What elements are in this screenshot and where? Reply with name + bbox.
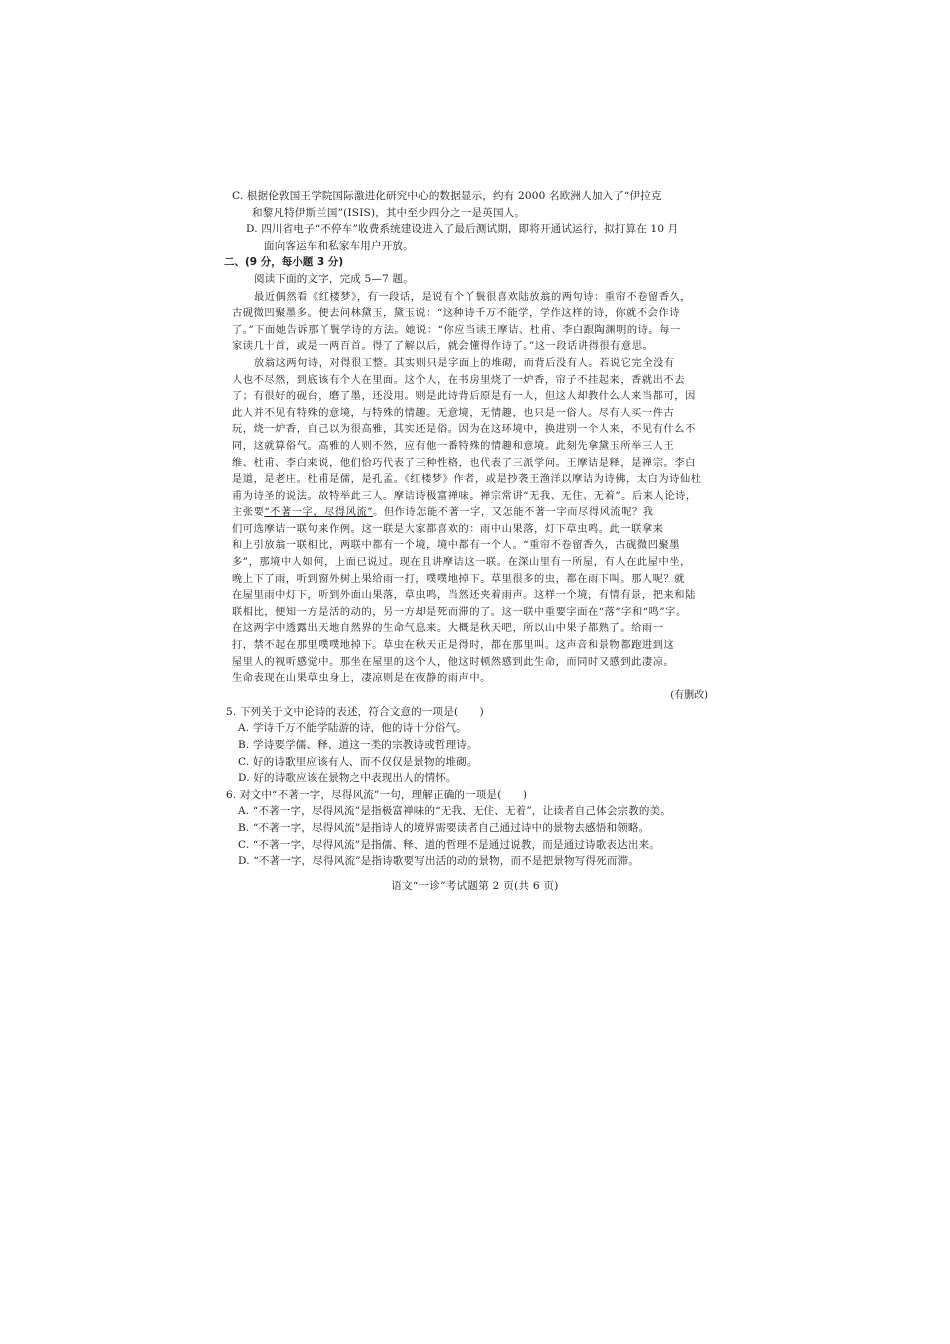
passage-line: 此人并不见有特殊的意境，与特殊的情趣。无意境，无情趣，也只是一俗人。尽有人买一件古	[232, 407, 675, 419]
passage-line: 了。”下面她告诉那丫鬟学诗的方法。她说：“你应当读王摩诘、杜甫、李白跟陶渊明的诗。每一	[232, 324, 681, 336]
passage-line: 多”，那境中人如何，上面已说过。现在且讲摩诘这一联。在深山里有一所屋，有人在此屋中坐，	[232, 557, 691, 569]
passage-line: 家读几十首，或是一两百首。得了了解以后，就会懂得作诗了。”这一段话讲得很有意思。	[232, 341, 654, 353]
choice-d: D. “不著一字，尽得风流”是指诗歌要写出活的动的景物，而不是把景物写得死而滞。	[238, 855, 639, 868]
section-heading: 二、(9 分，每小题 3 分)	[224, 256, 344, 269]
source-note: (有删改)	[670, 689, 708, 701]
previous-options	[232, 188, 710, 254]
choice-a: A. “不著一字，尽得风流”是指极富禅味的“无我、无住、无着”，让读者自己体会宗教的美。	[238, 805, 672, 818]
passage-line: 是道，是老庄。杜甫是儒，是孔孟。《红楼梦》作者，或是抄袭王渔洋以摩诘为诗佛，太白为诗仙杜	[232, 474, 702, 486]
passage-line: 最近偶然看《红楼梦》，有一段话，是说有个丫鬟很喜欢陆放翁的两句诗：重帘不卷留香久，	[254, 291, 692, 303]
choice-b: B. 学诗要学儒、释、道这一类的宗教诗或哲理诗。	[238, 739, 478, 751]
passage-line: 们可选摩诘一联句来作例。这一联是大家都喜欢的：雨中山果落，灯下草虫鸣。此一联拿来	[232, 523, 664, 535]
page-content	[224, 188, 710, 870]
option-d-line-2: 面向客运车和私家车用户开放。	[264, 239, 414, 252]
passage-line: 屋里人的视听感觉中。那坐在屋里的这个人，他这时顿然感到此生命，而同时又感到此凄凉。	[232, 656, 675, 668]
reading-passage	[232, 290, 710, 704]
passage-line: 晚上下了雨，听到窗外树上果给雨一打，噗噗地掉下。草里很多的虫，都在雨下叫。那人呢？就	[232, 573, 686, 585]
passage-line: 人也不尽然，到底该有个人在里面。这个人，在书房里烧了一炉香，帘子不挂起来，香就出不去	[232, 374, 686, 386]
passage-line: 维、杜甫、李白来说，他们恰巧代表了三种性格，也代表了三派学问。王摩诘是释，是禅宗。李白	[232, 457, 696, 469]
passage-line: 玩，烧一炉香，自己以为很高雅，其实还是俗。因为在这环境中，换进别一个人来，不见有什么不	[232, 424, 696, 436]
passage-line: 甫为诗圣的说法。故特举此三人。摩诘诗极富禅味。禅宗常讲“无我、无住、无着”。后来人论诗，	[232, 490, 697, 502]
choice-c: C. 好的诗歌里应该有人，而不仅仅是景物的堆砌。	[238, 755, 478, 768]
option-c-line-2: 和黎凡特伊斯兰国”(ISIS)，其中至少四分之一是英国人。	[252, 206, 526, 219]
passage-line: 生命表现在山果草虫身上，凄凉则是在夜静的雨声中。	[232, 673, 491, 685]
passage-line: 和上引放翁一联相比，两联中都有一个境，境中都有一个人。“重帘不卷留香久，古砚微凹聚墨	[232, 540, 681, 552]
passage-line: 同，这就算俗气。高雅的人则不然，应有他一番特殊的情趣和意境。此刻先拿黛玉所举三人王	[232, 440, 675, 452]
question-stem: 5. 下列关于文中论诗的表述，符合文意的一项是( )	[226, 705, 484, 718]
passage-line: 打，禁不起在那里噗噗地掉下。草虫在秋天正是得时，都在那里叫。这声音和景物都跑进到这	[232, 640, 675, 652]
choice-a: A. 学诗千万不能学陆游的诗，他的诗十分俗气。	[238, 722, 467, 735]
option-c-line-1: C. 根据伦敦国王学院国际激进化研究中心的数据显示，约有 2000 名欧洲人加入了“伊拉克	[232, 190, 662, 202]
passage-line-underlined	[232, 505, 710, 522]
underlined-phrase: “不著一字，尽得风流”	[264, 507, 374, 519]
question-5	[226, 704, 710, 787]
question-stem: 6. 对文中“不著一字，尽得风流”一句，理解正确的一项是( )	[226, 788, 528, 801]
underlined-phrase-suffix: 。但作诗怎能不著一字，又怎能不著一字而尽得风流呢？我	[373, 507, 654, 519]
underlined-phrase-prefix: 主张要	[232, 507, 265, 519]
passage-line: 在这两字中透露出天地自然界的生命气息来。大概是秋天吧，所以山中果子都熟了。给雨一	[232, 623, 664, 635]
passage-line: 放翁这两句诗，对得很工整。其实则只是字面上的堆砌，而背后没有人。若说它完全没有	[254, 357, 675, 369]
page-footer: 语文“一诊”考试题第 2 页(共 6 页)	[391, 880, 559, 892]
passage-line: 了；有很好的砚台，磨了墨，还没用。则是此诗背后原是有一人，但这人却教什么人来当都可，因	[232, 391, 696, 403]
passage-line: 联相比，便知一方是活的动的，另一方却是死而滞的了。这一联中重要字面在“落”字和“鸣”字。	[232, 606, 687, 618]
choice-c: C. “不著一字，尽得风流”是指儒、释、道的哲理不是通过说教，而是通过诗歌表达出来。	[238, 838, 660, 851]
passage-line: 在屋里雨中灯下，听到外面山果落，草虫鸣，当然还夹着雨声。这样一个境，有情有景，把来和陆	[232, 590, 696, 602]
reading-instruction: 阅读下面的文字，完成 5—7 题。	[254, 272, 414, 285]
choice-d: D. 好的诗歌应该在景物之中表现出人的情怀。	[238, 772, 457, 785]
question-6	[226, 787, 710, 870]
option-d-line-1: D. 四川省电子“不停车”收费系统建设进入了最后测试期，即将开通试运行，拟打算在 10 月	[246, 223, 679, 236]
passage-line: 古砚微凹聚墨多。便去问林黛玉，黛玉说：“这种诗千万不能学，学作这样的诗，你就不会作诗	[232, 308, 681, 320]
choice-b: B. “不著一字，尽得风流”是指诗人的境界需要读者自己通过诗中的景物去感悟和领略。	[238, 821, 650, 834]
